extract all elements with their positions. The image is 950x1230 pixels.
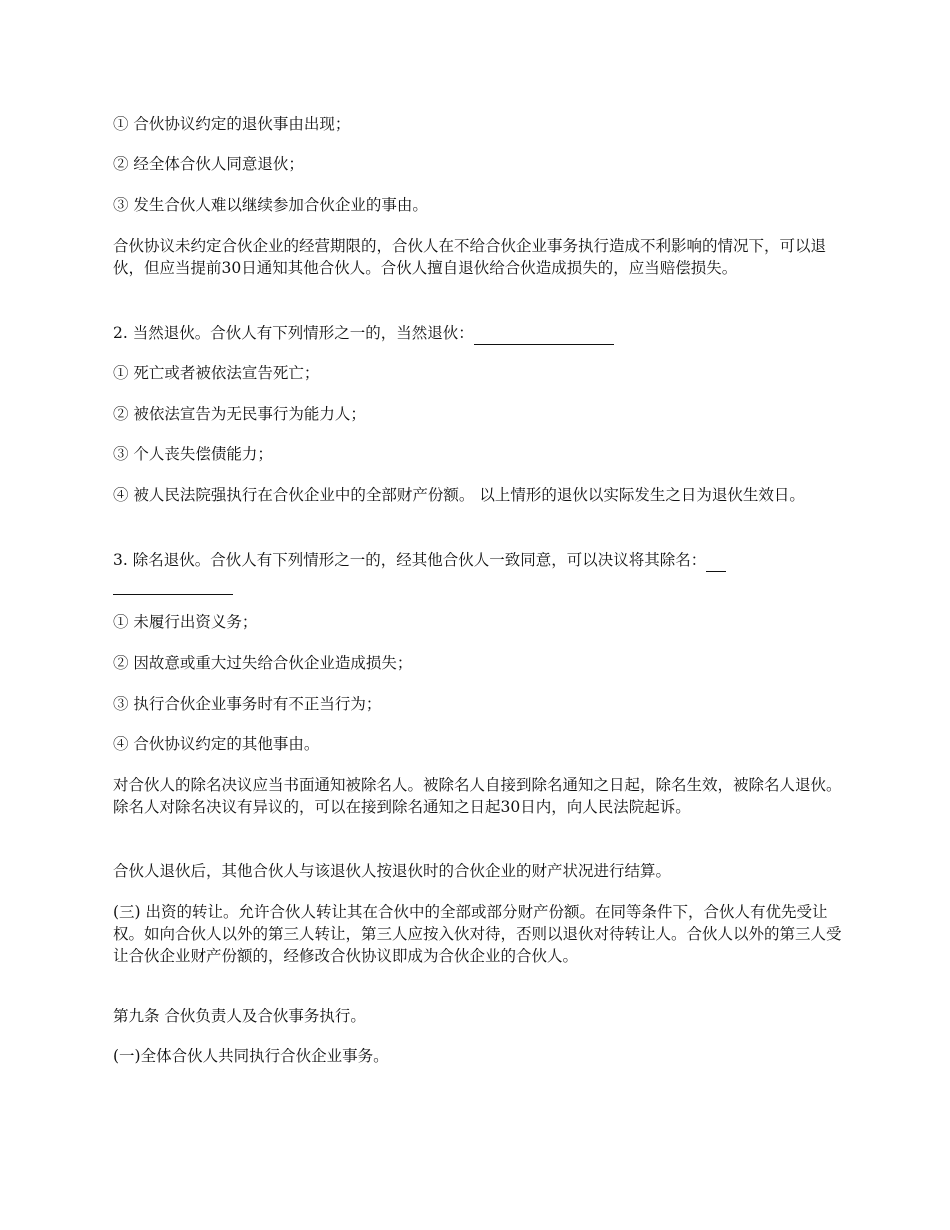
- list-item: ② 被依法宣告为无民事行为能力人；: [113, 405, 366, 423]
- list-item: ① 合伙协议约定的退伙事由出现；: [113, 115, 351, 133]
- article-heading: 第九条 合伙负责人及合伙事务执行。: [113, 1007, 366, 1025]
- list-item: ③ 发生合伙人难以继续参加合伙企业的事由。: [113, 196, 428, 214]
- section-heading: [113, 549, 843, 595]
- list-item: ④ 合伙协议约定的其他事由。: [113, 735, 320, 753]
- list-item: ① 未履行出资义务；: [113, 613, 258, 631]
- paragraph: (一)全体合伙人共同执行合伙企业事务。: [113, 1047, 389, 1065]
- list-item: ① 死亡或者被依法宣告死亡；: [113, 364, 320, 382]
- section-heading-text: 2. 当然退伙。合伙人有下列情形之一的，当然退伙：: [113, 324, 474, 342]
- section-heading-text: 3. 除名退伙。合伙人有下列情形之一的，经其他合伙人一致同意，可以决议将其除名：: [113, 551, 707, 569]
- list-item: ③ 个人丧失偿债能力；: [113, 445, 273, 463]
- fill-blank: [474, 322, 614, 345]
- list-item: ② 经全体合伙人同意退伙；: [113, 155, 304, 173]
- paragraph: 合伙人退伙后，其他合伙人与该退伙人按退伙时的合伙企业的财产状况进行结算。: [113, 862, 672, 880]
- section-heading: [113, 322, 843, 345]
- paragraph: 合伙协议未约定合伙企业的经营期限的，合伙人在不给合伙企业事务执行造成不利影响的情况下，可以退伙，但应当提前30日通知其他合伙人。合伙人擅自退伙给合伙造成损失的，应当赔偿损失。: [113, 237, 827, 277]
- list-item: ④ 被人民法院强执行在合伙企业中的全部财产份额。 以上情形的退伙以实际发生之日为退伙生效日。: [113, 486, 805, 504]
- paragraph: 对合伙人的除名决议应当书面通知被除名人。被除名人自接到除名通知之日起，除名生效，被除名人退伙。除名人对除名决议有异议的，可以在接到除名通知之日起30日内，向人民法院起诉。: [113, 776, 842, 816]
- paragraph: (三) 出资的转让。允许合伙人转让其在合伙中的全部或部分财产份额。在同等条件下，合伙人有优先受让权。如向合伙人以外的第三人转让，第三人应按入伙对待，否则以退伙对待转让人。合伙人以外的第三人受让合伙企业财产份额的，经修改合伙协议即成为合伙企业的合伙人。: [113, 903, 842, 965]
- fill-blank: [706, 549, 726, 572]
- fill-blank: [113, 572, 233, 595]
- list-item: ② 因故意或重大过失给合伙企业造成损失；: [113, 654, 413, 672]
- list-item: ③ 执行合伙企业事务时有不正当行为；: [113, 695, 382, 713]
